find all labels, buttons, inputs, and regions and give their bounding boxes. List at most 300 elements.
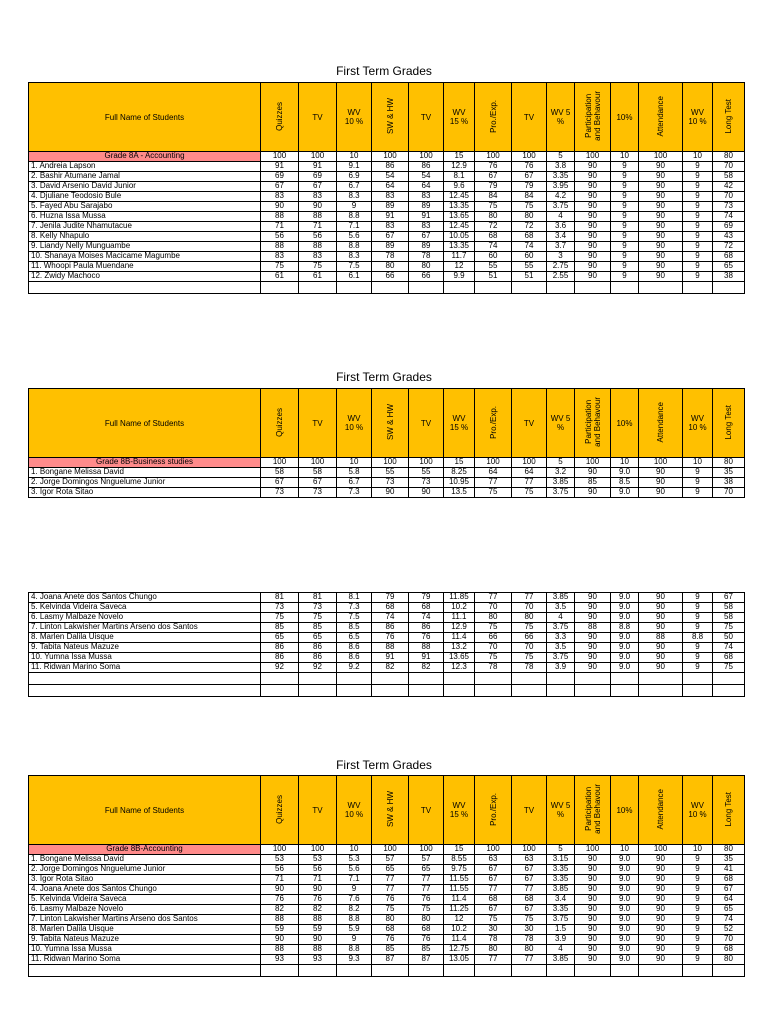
grade-cell: 7.1 [337, 875, 372, 885]
grade-cell: 9 [683, 643, 713, 653]
column-header-name [29, 389, 261, 458]
grade-cell: 54 [409, 172, 444, 182]
grade-cell: 90 [575, 865, 611, 875]
grade-cell: 3.15 [547, 855, 575, 865]
column-header-proexp [475, 83, 512, 152]
grade-cell: 75 [299, 613, 337, 623]
grade-cell: 67 [713, 593, 745, 603]
column-header-quizzes [261, 83, 299, 152]
empty-cell [261, 282, 299, 294]
grade-cell: 82 [372, 663, 409, 673]
grade-cell: 67 [299, 182, 337, 192]
grade-cell: 90 [575, 212, 611, 222]
grade-cell: 64 [475, 468, 512, 478]
grade-cell: 57 [372, 855, 409, 865]
grade-cell: 3.75 [547, 202, 575, 212]
grade-cell: 11.4 [444, 895, 475, 905]
grade-cell: 3.95 [547, 182, 575, 192]
grade-cell: 9 [683, 855, 713, 865]
empty-cell [409, 965, 444, 977]
grade-cell: 9 [683, 905, 713, 915]
grade-cell: 69 [299, 172, 337, 182]
column-header-wv10 [683, 83, 713, 152]
empty-cell [575, 673, 611, 685]
grade-cell: 77 [512, 593, 547, 603]
grade-cell: 7.5 [337, 613, 372, 623]
grade-cell: 67 [475, 875, 512, 885]
student-name: 6. Lasmy Malbaze Novelo [29, 905, 261, 915]
empty-cell [639, 282, 683, 294]
grade-cell: 68 [512, 232, 547, 242]
grade-cell: 7.3 [337, 603, 372, 613]
group-max-row [29, 458, 745, 468]
grade-cell: 68 [372, 925, 409, 935]
grade-cell: 83 [261, 192, 299, 202]
grade-cell: 74 [713, 643, 745, 653]
grade-cell: 9 [337, 935, 372, 945]
grade-cell: 66 [409, 272, 444, 282]
grade-cell: 8.3 [337, 252, 372, 262]
grade-cell: 90 [575, 593, 611, 603]
grade-cell: 9.0 [611, 895, 639, 905]
grade-cell: 8.1 [444, 172, 475, 182]
grade-cell: 69 [713, 222, 745, 232]
grade-cell: 75 [512, 623, 547, 633]
grade-cell: 73 [299, 488, 337, 498]
column-header-label: TV [523, 418, 535, 428]
grade-cell: 90 [575, 945, 611, 955]
grade-cell: 90 [575, 468, 611, 478]
grade-cell: 9.0 [611, 885, 639, 895]
grade-cell: 78 [409, 252, 444, 262]
group-label: Grade 8B-Accounting [29, 845, 261, 855]
grade-cell: 3.3 [547, 633, 575, 643]
grade-cell: 93 [261, 955, 299, 965]
grade-cell: 58 [713, 603, 745, 613]
column-header-name [29, 776, 261, 845]
empty-cell [475, 673, 512, 685]
grade-cell: 58 [299, 468, 337, 478]
grade-cell: 12 [444, 915, 475, 925]
max-score-cell: 80 [713, 152, 745, 162]
grade-cell: 9.0 [611, 945, 639, 955]
grade-cell: 77 [372, 875, 409, 885]
grade-cell: 9 [683, 945, 713, 955]
grade-cell: 9.9 [444, 272, 475, 282]
grade-cell: 65 [372, 865, 409, 875]
grade-cell: 77 [409, 885, 444, 895]
max-score-cell: 100 [512, 458, 547, 468]
grade-cell: 76 [261, 895, 299, 905]
grade-cell: 9 [683, 468, 713, 478]
grade-cell: 9 [611, 262, 639, 272]
grade-cell: 41 [713, 865, 745, 875]
column-header-pct10 [611, 776, 639, 845]
empty-cell [639, 965, 683, 977]
grade-cell: 75 [299, 262, 337, 272]
empty-cell [29, 685, 261, 697]
table-row [29, 653, 745, 663]
empty-cell [29, 965, 261, 977]
grade-cell: 90 [575, 232, 611, 242]
column-header-wv10 [337, 389, 372, 458]
grade-cell: 55 [372, 468, 409, 478]
grade-cell: 91 [261, 162, 299, 172]
grade-cell: 90 [299, 885, 337, 895]
column-header-wv10 [683, 389, 713, 458]
grade-cell: 59 [261, 925, 299, 935]
column-header-quizzes [261, 389, 299, 458]
empty-cell [611, 965, 639, 977]
grade-cell: 80 [512, 212, 547, 222]
max-score-cell: 100 [261, 845, 299, 855]
column-header-label: SW & HW [385, 98, 395, 134]
grade-cell: 9.0 [611, 865, 639, 875]
grade-cell: 70 [713, 488, 745, 498]
grade-cell: 75 [475, 653, 512, 663]
column-header-label: Attendance [656, 95, 665, 137]
grade-cell: 90 [575, 653, 611, 663]
grade-cell: 81 [299, 593, 337, 603]
student-name: 3. Igor Rota Sitao [29, 488, 261, 498]
grade-cell: 68 [713, 252, 745, 262]
grade-cell: 3.75 [547, 915, 575, 925]
column-header-label: WV 15 % [449, 108, 469, 126]
grade-cell: 88 [372, 643, 409, 653]
grade-cell: 74 [475, 242, 512, 252]
max-score-cell: 10 [337, 458, 372, 468]
column-header-label: 10% [616, 112, 633, 122]
grade-cell: 77 [512, 885, 547, 895]
grade-cell: 8.8 [337, 915, 372, 925]
grade-cell: 73 [713, 202, 745, 212]
grade-cell: 8.55 [444, 855, 475, 865]
student-name: 4. Joana Anete dos Santos Chungo [29, 885, 261, 895]
grade-cell: 78 [475, 663, 512, 673]
grade-cell: 78 [372, 252, 409, 262]
grade-cell: 9.0 [611, 488, 639, 498]
grade-cell: 90 [575, 192, 611, 202]
grade-cell: 13.5 [444, 488, 475, 498]
column-header-label: Quizzes [275, 407, 284, 437]
grade-cell: 65 [713, 262, 745, 272]
empty-cell [611, 685, 639, 697]
empty-cell [372, 282, 409, 294]
grade-cell: 11.7 [444, 252, 475, 262]
grade-cell: 80 [409, 915, 444, 925]
grade-cell: 77 [372, 885, 409, 895]
empty-cell [337, 673, 372, 685]
max-score-cell: 15 [444, 152, 475, 162]
max-score-cell: 100 [639, 845, 683, 855]
grade-cell: 73 [261, 603, 299, 613]
grade-cell: 6.7 [337, 478, 372, 488]
student-name: 8. Marlen Dalila Uisque [29, 633, 261, 643]
grade-cell: 4 [547, 945, 575, 955]
grade-cell: 67 [512, 172, 547, 182]
grade-cell: 90 [575, 252, 611, 262]
header-row [29, 83, 745, 152]
grade-cell: 38 [713, 478, 745, 488]
max-score-cell: 100 [409, 458, 444, 468]
grade-cell: 58 [713, 172, 745, 182]
grade-cell: 9 [611, 202, 639, 212]
grade-cell: 53 [299, 855, 337, 865]
max-score-cell: 100 [299, 152, 337, 162]
grade-cell: 83 [372, 192, 409, 202]
max-score-cell: 100 [261, 152, 299, 162]
grade-cell: 4.2 [547, 192, 575, 202]
empty-cell [512, 282, 547, 294]
grade-cell: 11.25 [444, 905, 475, 915]
grade-cell: 9 [683, 603, 713, 613]
grade-cell: 80 [372, 262, 409, 272]
grade-cell: 63 [512, 855, 547, 865]
empty-cell [547, 673, 575, 685]
empty-cell [409, 673, 444, 685]
grade-cell: 11.55 [444, 885, 475, 895]
grade-cell: 10.05 [444, 232, 475, 242]
table-row [29, 468, 745, 478]
column-header-attendance [639, 776, 683, 845]
column-header-tv [512, 776, 547, 845]
grade-cell: 9 [611, 212, 639, 222]
grade-cell: 9 [611, 252, 639, 262]
student-name: 6. Huzna Issa Mussa [29, 212, 261, 222]
grade-cell: 5.9 [337, 925, 372, 935]
grade-cell: 13.2 [444, 643, 475, 653]
column-header-participation [575, 776, 611, 845]
grade-cell: 3.35 [547, 905, 575, 915]
grade-cell: 9 [611, 242, 639, 252]
column-header-swhw [372, 83, 409, 152]
empty-cell [547, 282, 575, 294]
column-header-label: WV 10 % [344, 414, 364, 432]
grade-cell: 12.45 [444, 192, 475, 202]
grade-cell: 56 [299, 232, 337, 242]
header-row [29, 776, 745, 845]
max-score-cell: 100 [372, 458, 409, 468]
grade-cell: 85 [409, 945, 444, 955]
column-header-participation [575, 83, 611, 152]
grade-cell: 79 [475, 182, 512, 192]
column-header-proexp [475, 389, 512, 458]
student-name: 4. Djuliane Teodosio Bule [29, 192, 261, 202]
empty-cell [372, 685, 409, 697]
empty-cell [611, 673, 639, 685]
grade-cell: 73 [261, 488, 299, 498]
grade-cell: 3.75 [547, 488, 575, 498]
grade-cell: 3 [547, 252, 575, 262]
grade-cell: 13.65 [444, 653, 475, 663]
grade-cell: 90 [575, 262, 611, 272]
grade-cell: 90 [575, 643, 611, 653]
grade-cell: 9.0 [611, 875, 639, 885]
table-row [29, 623, 745, 633]
empty-cell [261, 673, 299, 685]
grade-cell: 8.2 [337, 905, 372, 915]
grade-cell: 90 [639, 468, 683, 478]
grade-cell: 3.75 [547, 653, 575, 663]
student-name: 7. Linton Lakwisher Martins Arseno dos Santos [29, 623, 261, 633]
grade-cell: 76 [299, 895, 337, 905]
column-header-label: Quizzes [275, 794, 284, 824]
grade-cell: 9.75 [444, 865, 475, 875]
grade-cell: 67 [261, 478, 299, 488]
grade-cell: 8.8 [337, 212, 372, 222]
grade-cell: 12.75 [444, 945, 475, 955]
empty-cell [475, 965, 512, 977]
table-row [29, 885, 745, 895]
grade-cell: 70 [475, 603, 512, 613]
grade-cell: 88 [299, 242, 337, 252]
grade-cell: 88 [299, 945, 337, 955]
max-score-cell: 10 [683, 845, 713, 855]
grade-cell: 35 [713, 855, 745, 865]
grade-cell: 9 [683, 895, 713, 905]
grade-cell: 9 [683, 212, 713, 222]
table-row [29, 202, 745, 212]
grade-cell: 9 [683, 925, 713, 935]
grade-cell: 66 [512, 633, 547, 643]
grade-cell: 75 [475, 488, 512, 498]
grade-cell: 68 [713, 875, 745, 885]
table-row [29, 488, 745, 498]
grade-cell: 81 [261, 593, 299, 603]
column-header-label: TV [312, 418, 323, 428]
grade-cell: 9.6 [444, 182, 475, 192]
grade-cell: 9 [683, 232, 713, 242]
grade-cell: 90 [299, 202, 337, 212]
grade-cell: 9 [611, 272, 639, 282]
header-row [29, 389, 745, 458]
grade-cell: 73 [299, 603, 337, 613]
grade-cell: 67 [261, 182, 299, 192]
column-header-longtest [713, 389, 745, 458]
max-score-cell: 100 [409, 152, 444, 162]
grade-cell: 51 [512, 272, 547, 282]
column-header-label: WV 10 % [688, 108, 707, 126]
grade-cell: 58 [261, 468, 299, 478]
grade-cell: 90 [639, 885, 683, 895]
grade-cell: 12.9 [444, 623, 475, 633]
empty-cell [575, 965, 611, 977]
student-name: 2. Jorge Domingos Nnguelume Junior [29, 478, 261, 488]
grade-cell: 90 [639, 895, 683, 905]
empty-cell [575, 685, 611, 697]
grade-cell: 88 [261, 945, 299, 955]
grade-cell: 64 [512, 468, 547, 478]
grade-cell: 65 [261, 633, 299, 643]
grade-cell: 70 [713, 162, 745, 172]
grade-cell: 78 [512, 935, 547, 945]
grade-cell: 78 [475, 935, 512, 945]
grade-cell: 90 [639, 212, 683, 222]
grade-cell: 53 [261, 855, 299, 865]
group-label: Grade 8B-Business studies [29, 458, 261, 468]
grade-cell: 83 [409, 192, 444, 202]
max-score-cell: 100 [639, 152, 683, 162]
grade-cell: 90 [261, 885, 299, 895]
table-row [29, 262, 745, 272]
student-name: 5. Kelvinda Videira Saveca [29, 603, 261, 613]
column-header-pct10 [611, 389, 639, 458]
grade-cell: 9.0 [611, 593, 639, 603]
grade-cell: 86 [409, 162, 444, 172]
empty-cell [512, 965, 547, 977]
grade-cell: 91 [299, 162, 337, 172]
max-score-cell: 10 [611, 458, 639, 468]
grade-cell: 83 [261, 252, 299, 262]
grade-cell: 9 [611, 222, 639, 232]
max-score-cell: 15 [444, 458, 475, 468]
column-header-participation [575, 389, 611, 458]
max-score-cell: 100 [475, 845, 512, 855]
grade-cell: 67 [713, 885, 745, 895]
grade-cell: 7.3 [337, 488, 372, 498]
empty-cell [639, 685, 683, 697]
grade-cell: 76 [475, 162, 512, 172]
table-row [29, 212, 745, 222]
grade-cell: 59 [299, 925, 337, 935]
grade-cell: 9 [683, 865, 713, 875]
grade-cell: 75 [512, 653, 547, 663]
student-name: 3. Igor Rota Sitao [29, 875, 261, 885]
grade-cell: 93 [299, 955, 337, 965]
grade-cell: 90 [575, 202, 611, 212]
column-header-tv [409, 776, 444, 845]
student-name: 11. Ridwan Marino Soma [29, 663, 261, 673]
grade-cell: 68 [713, 945, 745, 955]
grade-cell: 90 [639, 955, 683, 965]
grade-cell: 75 [372, 905, 409, 915]
grade-cell: 86 [372, 162, 409, 172]
column-header-wv10 [337, 776, 372, 845]
grade-cell: 79 [372, 593, 409, 603]
grade-cell: 9 [683, 252, 713, 262]
grade-cell: 90 [299, 935, 337, 945]
grade-cell: 9.0 [611, 915, 639, 925]
grade-cell: 73 [409, 478, 444, 488]
empty-cell [372, 673, 409, 685]
grade-cell: 3.85 [547, 885, 575, 895]
empty-cell [444, 685, 475, 697]
grade-cell: 89 [372, 242, 409, 252]
grade-cell: 67 [512, 905, 547, 915]
grade-cell: 68 [512, 895, 547, 905]
grade-cell: 90 [575, 663, 611, 673]
grade-cell: 79 [512, 182, 547, 192]
column-header-proexp [475, 776, 512, 845]
grade-cell: 3.85 [547, 593, 575, 603]
grade-cell: 42 [713, 182, 745, 192]
grade-cell: 9.0 [611, 935, 639, 945]
grade-cell: 3.8 [547, 162, 575, 172]
table-row [29, 945, 745, 955]
grade-cell: 75 [475, 623, 512, 633]
grade-cell: 90 [575, 895, 611, 905]
grade-cell: 10.95 [444, 478, 475, 488]
max-score-cell: 10 [611, 845, 639, 855]
grade-cell: 78 [512, 663, 547, 673]
grade-cell: 90 [639, 603, 683, 613]
grade-cell: 70 [512, 603, 547, 613]
grade-cell: 67 [475, 172, 512, 182]
grade-cell: 55 [512, 262, 547, 272]
grade-cell: 11.1 [444, 613, 475, 623]
grade-cell: 9 [683, 915, 713, 925]
grade-cell: 90 [575, 633, 611, 643]
